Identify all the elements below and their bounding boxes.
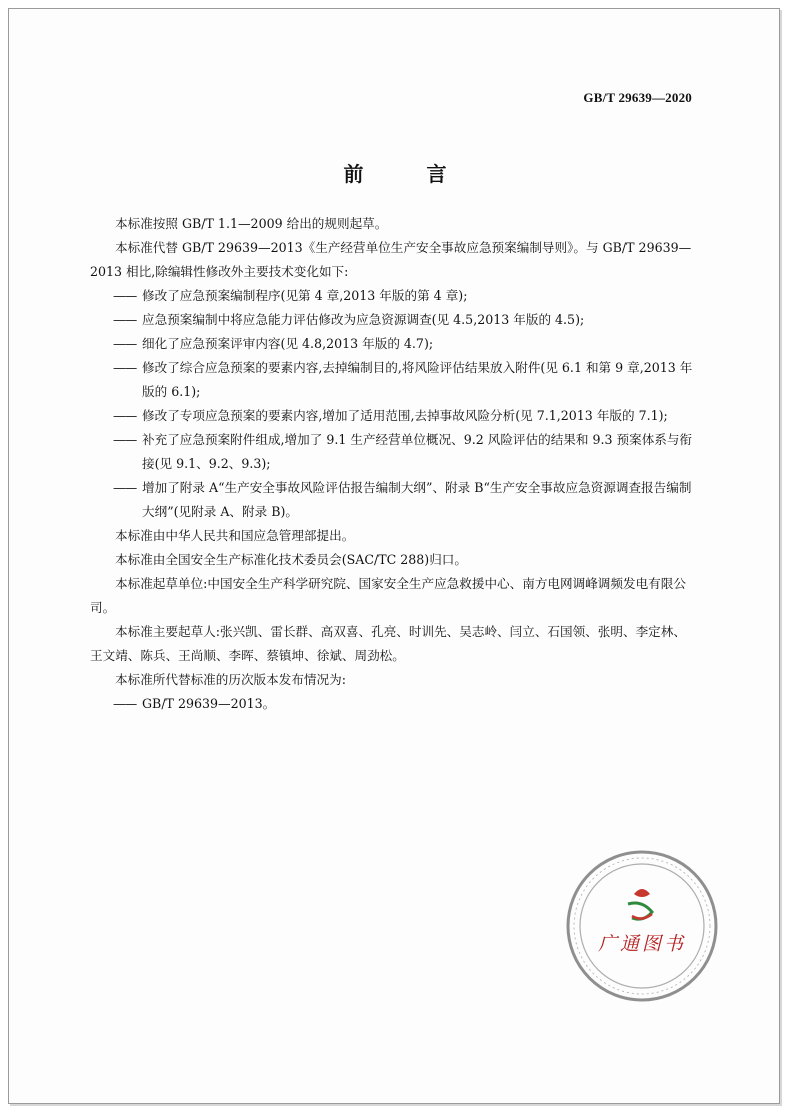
paragraph: 本标准由全国安全生产标准化技术委员会(SAC/TC 288)归口。 <box>115 552 467 567</box>
list-item <box>90 404 693 428</box>
paragraph: 本标准起草单位:中国安全生产科学研究院、国家安全生产应急救援中心、南方电网调峰调频发电有限公司。 <box>90 576 686 615</box>
paragraph: 本标准代替 GB/T 29639—2013《生产经营单位生产安全事故应急预案编制导则》。与 GB/T 29639—2013 相比,除编辑性修改外主要技术变化如下: <box>90 240 692 279</box>
stamp-text: 广通图书 <box>597 933 687 955</box>
standard-code: GB/T 29639—2020 <box>583 90 692 105</box>
list-dash: —— <box>113 288 137 303</box>
paragraph: 本标准按照 GB/T 1.1—2009 给出的规则起草。 <box>115 216 388 231</box>
list-dash: —— <box>113 360 137 375</box>
list-dash: —— <box>113 312 137 327</box>
list-item <box>90 284 693 308</box>
list-item-text: 细化了应急预案评审内容(见 4.8,2013 年版的 4.7); <box>142 336 434 351</box>
list-item-text: 补充了应急预案附件组成,增加了 9.1 生产经营单位概况、9.2 风险评估的结果和 9.3 预案体系与衔接(见 9.1、9.2、9.3); <box>142 432 693 471</box>
list-dash: —— <box>113 480 137 495</box>
paragraph: 本标准由中华人民共和国应急管理部提出。 <box>115 528 355 543</box>
list-item <box>90 356 693 404</box>
list-item-text: 修改了应急预案编制程序(见第 4 章,2013 年版的第 4 章); <box>142 288 468 303</box>
list-item <box>90 308 693 332</box>
list-item <box>90 332 693 356</box>
list-item <box>90 692 693 716</box>
document-body <box>90 212 693 716</box>
list-dash: —— <box>113 696 137 711</box>
list-item <box>90 428 693 476</box>
page-title: 前 言 <box>343 162 475 186</box>
list-item-text: 修改了专项应急预案的要素内容,增加了适用范围,去掉事故风险分析(见 7.1,2013 年版的 7.1); <box>142 408 668 423</box>
list-item-text: 修改了综合应急预案的要素内容,去掉编制目的,将风险评估结果放入附件(见 6.1 和第 9 章,2013 年版的 6.1); <box>142 360 693 399</box>
publisher-logo-icon <box>628 889 652 919</box>
list-item-text: GB/T 29639—2013。 <box>142 696 276 711</box>
list-item <box>90 476 693 524</box>
list-dash: —— <box>113 408 137 423</box>
list-item-text: 应急预案编制中将应急能力评估修改为应急资源调查(见 4.5,2013 年版的 4.5); <box>142 312 585 327</box>
paragraph: 本标准所代替标准的历次版本发布情况为: <box>115 672 346 687</box>
paragraph: 本标准主要起草人:张兴凯、雷长群、高双喜、孔亮、时训先、吴志岭、闫立、石国领、张明、李定林、王文靖、陈兵、王尚顺、李晖、蔡镇坤、徐斌、周劲松。 <box>90 624 686 663</box>
publisher-stamp <box>562 846 722 1006</box>
list-item-text: 增加了附录 A“生产安全事故风险评估报告编制大纲”、附录 B“生产安全事故应急资源调查报告编制大纲”(见附录 A、附录 B)。 <box>142 480 692 519</box>
list-dash: —— <box>113 432 137 447</box>
list-dash: —— <box>113 336 137 351</box>
